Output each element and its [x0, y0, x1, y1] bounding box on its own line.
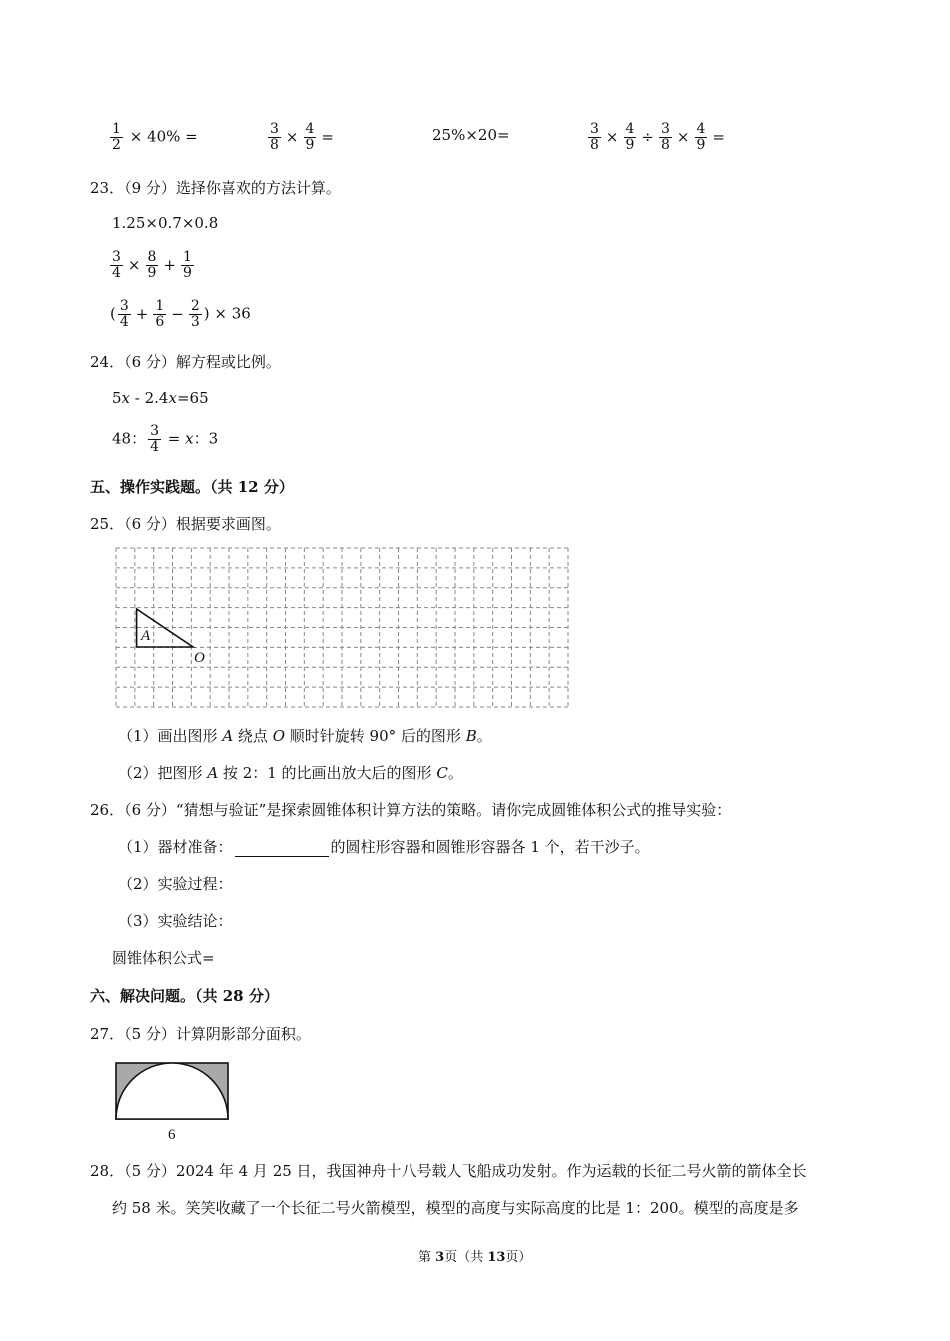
fraction: $\frac{3}{4}$ [112, 249, 121, 281]
q26-subquestion-1: （1）器材准备： 的圆柱形容器和圆锥形容器各 1 个，若干沙子。 [118, 838, 650, 856]
q23-line-1: 1.25×0.7×0.8 [112, 214, 219, 232]
fraction: $\frac{4}{9}$ [305, 121, 315, 153]
calc-expr-2: $\frac{3}{8}$ × $\frac{4}{9}$ = [270, 121, 334, 153]
point-o-label: O [194, 650, 205, 666]
q26-subquestion-3: （3）实验结论： [118, 912, 233, 930]
answer-blank[interactable] [235, 842, 329, 857]
calc-expr-4: $\frac{3}{8}$ × $\frac{4}{9}$ ÷ $\frac{3}{8}$ × $\frac{4}{9}$ = [590, 121, 725, 153]
width-label: 6 [168, 1127, 176, 1143]
fraction: $\frac{3}{8}$ [661, 121, 670, 153]
q25-subquestion-1: （1）画出图形 A 绕点 O 顺时针旋转 90° 后的图形 B。 [118, 727, 492, 745]
question-26-title: 26．（6 分）“猜想与验证”是探索圆锥体积计算方法的策略。请你完成圆锥体积公式的推导实验： [90, 801, 732, 819]
fraction: $\frac{1}{2}$ [112, 121, 121, 153]
fraction: $\frac{4}{9}$ [696, 121, 706, 153]
q25-subquestion-2: （2）把图形 A 按 2：1 的比画出放大后的图形 C。 [118, 764, 463, 782]
fraction: $\frac{1}{9}$ [183, 249, 192, 281]
fraction: $\frac{1}{6}$ [155, 298, 165, 330]
fraction: $\frac{2}{3}$ [190, 298, 200, 330]
fraction: $\frac{3}{4}$ [119, 298, 129, 330]
shaded-semicircle-figure [112, 1060, 232, 1150]
section-5-heading: 五、操作实践题。（共 12 分） [90, 478, 294, 496]
section-6-heading: 六、解决问题。（共 28 分） [90, 987, 279, 1005]
fraction: $\frac{8}{9}$ [147, 249, 157, 281]
q23-line-2: $\frac{3}{4}$ × $\frac{8}{9}$ + $\frac{1}{9}$ [112, 249, 192, 281]
question-23-title: 23．（9 分）选择你喜欢的方法计算。 [90, 179, 341, 197]
page-footer: 第 3页（共 13页） [418, 1250, 532, 1265]
fraction: $\frac{4}{9}$ [625, 121, 635, 153]
q24-equation-1: 5x - 2.4x=65 [112, 389, 209, 407]
q26-subquestion-2: （2）实验过程： [118, 875, 233, 893]
triangle-a-label: A [141, 628, 151, 644]
question-28-line-2: 约 58 米。笑笑收藏了一个长征二号火箭模型，模型的高度与实际高度的比是 1：200。模型的高度是多 [112, 1199, 799, 1217]
fraction: $\frac{3}{4}$ [150, 423, 160, 455]
q24-equation-2: 48： $\frac{3}{4}$ = x：3 [112, 423, 219, 455]
fraction: $\frac{3}{8}$ [590, 121, 599, 153]
question-25-title: 25．（6 分）根据要求画图。 [90, 515, 281, 533]
calc-expr-3: 25%×20= [432, 126, 510, 144]
question-28-line-1: 28．（5 分）2024 年 4 月 25 日，我国神舟十八号载人飞船成功发射。作为运载的长征二号火箭的箭体全长 [90, 1162, 807, 1180]
dotted-grid-figure [114, 546, 570, 710]
calc-expr-1: $\frac{1}{2}$ × 40% = [112, 121, 198, 153]
fraction: $\frac{3}{8}$ [270, 121, 279, 153]
question-27-title: 27．（5 分）计算阴影部分面积。 [90, 1025, 311, 1043]
question-24-title: 24．（6 分）解方程或比例。 [90, 353, 281, 371]
q23-line-3: ( $\frac{3}{4}$ + $\frac{1}{6}$ − $\frac{2}{3}$ ) × 36 [110, 298, 251, 330]
q26-formula-line: 圆锥体积公式= [112, 949, 215, 967]
